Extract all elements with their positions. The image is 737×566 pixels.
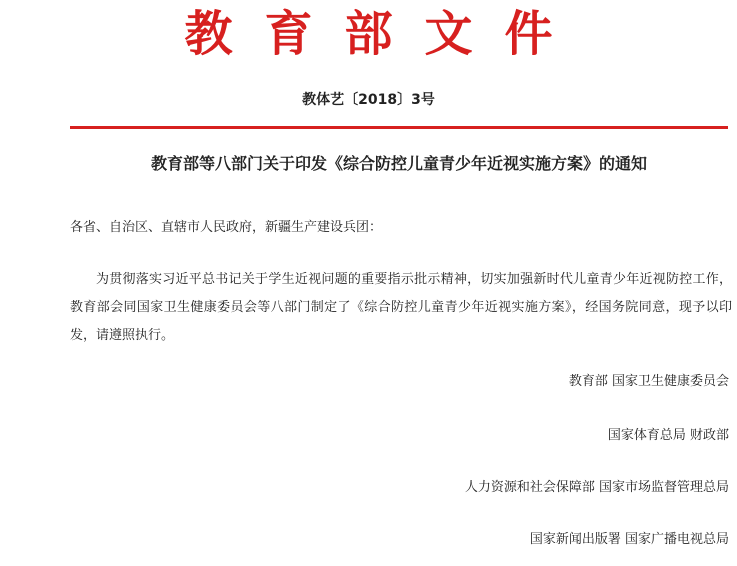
signer-line-1: 教育部 国家卫生健康委员会 (568, 374, 729, 389)
body-paragraph: 为贯彻落实习近平总书记关于学生近视问题的重要指示批示精神，切实加强新时代儿童青少年近视防控工作，教育部会同国家卫生健康委员会等八部门制定了《综合防控儿童青少年近视实施方案》，经国务院同意，现予以印发，请遵照执行。 (70, 272, 732, 343)
document-masthead: 教育部文件 (184, 6, 585, 62)
signer-line-3: 人力资源和社会保障部 国家市场监督管理总局 (464, 480, 729, 495)
document-title: 教育部等八部门关于印发《综合防控儿童青少年近视实施方案》的通知 (150, 154, 647, 173)
red-divider-rule (70, 126, 728, 129)
salutation: 各省、自治区、直辖市人民政府，新疆生产建设兵团： (70, 220, 383, 235)
document-number: 教体艺〔2018〕3号 (302, 92, 435, 108)
signer-line-4: 国家新闻出版署 国家广播电视总局 (529, 532, 729, 547)
signer-line-2: 国家体育总局 财政部 (607, 428, 729, 443)
